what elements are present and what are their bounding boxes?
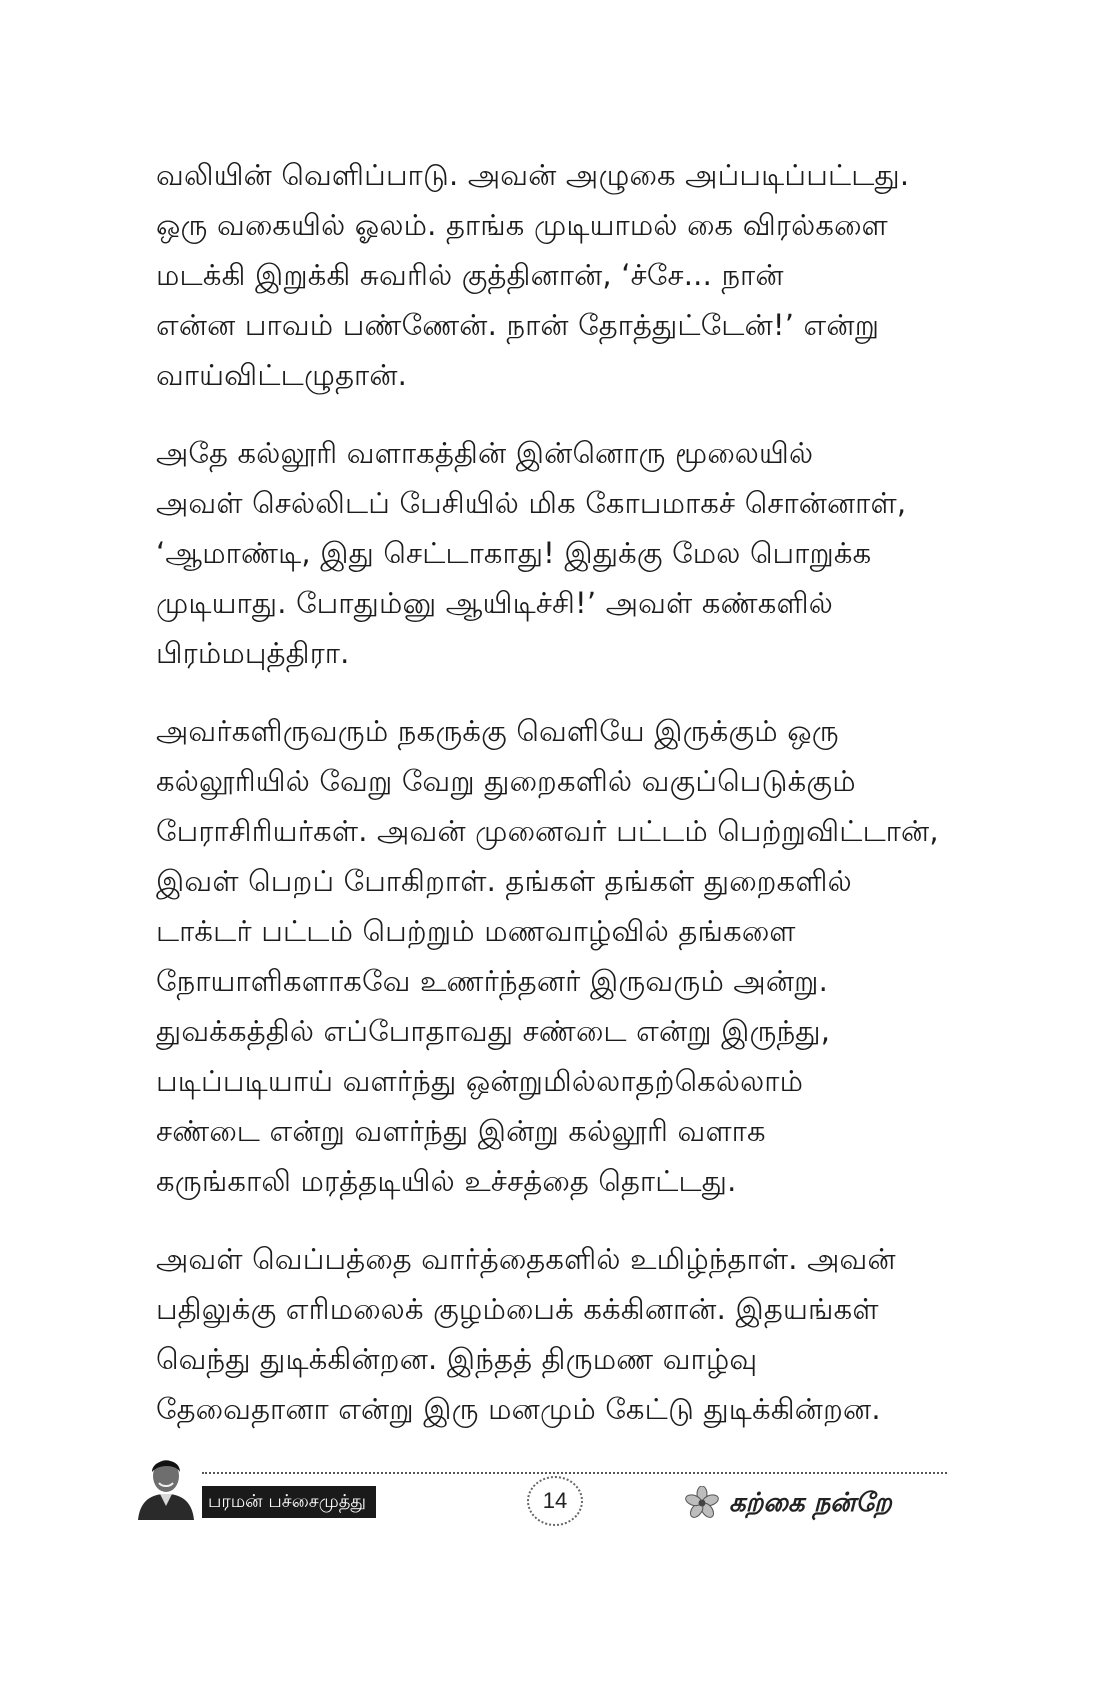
text-line: இவள் பெறப் போகிறாள். தங்கள் தங்கள் துறைகளில்	[156, 864, 852, 898]
text-line: கல்லூரியில் வேறு வேறு துறைகளில் வகுப்பெடுக்கும்	[156, 764, 856, 798]
text-line: படிப்படியாய் வளர்ந்து ஒன்றுமில்லாதற்கெல்லாம்	[156, 1064, 804, 1098]
book-title: கற்கை நன்றே	[729, 1488, 892, 1518]
text-line: ஒரு வகையில் ஓலம். தாங்க முடியாமல் கை விரல்களை	[156, 208, 888, 242]
text-line: சண்டை என்று வளர்ந்து இன்று கல்லூரி வளாக	[156, 1114, 766, 1148]
text-line: வெந்து துடிக்கின்றன. இந்தத் திருமண வாழ்வு	[156, 1342, 758, 1376]
author-portrait-icon	[130, 1448, 202, 1520]
author-name: பரமன் பச்சைமுத்து	[202, 1486, 376, 1518]
text-line: அவள் வெப்பத்தை வார்த்தைகளில் உமிழ்ந்தாள். அவன்	[156, 1242, 896, 1276]
text-line: பதிலுக்கு எரிமலைக் குழம்பைக் கக்கினான். இதயங்கள்	[156, 1292, 879, 1326]
page-footer	[130, 1448, 950, 1528]
paragraph-1	[156, 150, 956, 400]
text-line: வலியின் வெளிப்பாடு. அவன் அழுகை அப்படிப்பட்டது.	[156, 158, 910, 192]
text-line: என்ன பாவம் பண்ணேன். நான் தோத்துட்டேன்!’ என்று	[156, 308, 880, 342]
paragraph-3	[156, 706, 956, 1206]
text-line: அவள் செல்லிடப் பேசியில் மிக கோபமாகச் சொன்னாள்,	[156, 486, 907, 520]
text-line: தேவைதானா என்று இரு மனமும் கேட்டு துடிக்கின்றன.	[156, 1392, 881, 1426]
paragraph-2	[156, 428, 956, 678]
page-number: 14	[527, 1476, 583, 1526]
text-line: அவர்களிருவரும் நகருக்கு வெளியே இருக்கும் ஒரு	[156, 714, 839, 748]
text-line: டாக்டர் பட்டம் பெற்றும் மணவாழ்வில் தங்களை	[156, 914, 796, 948]
author-photo	[130, 1448, 202, 1520]
text-line: அதே கல்லூரி வளாகத்தின் இன்னொரு மூலையில்	[156, 436, 814, 470]
footer-divider	[202, 1472, 947, 1474]
text-line: துவக்கத்தில் எப்போதாவது சண்டை என்று இருந்து,	[156, 1014, 831, 1048]
paragraph-4	[156, 1234, 956, 1434]
text-line: முடியாது. போதும்னு ஆயிடிச்சி!’ அவள் கண்களில்	[156, 586, 834, 620]
text-line: வாய்விட்டழுதான்.	[156, 358, 408, 392]
text-line: நோயாளிகளாகவே உணர்ந்தனர் இருவரும் அன்று.	[156, 964, 829, 998]
text-line: மடக்கி இறுக்கி சுவரில் குத்தினான், ‘ச்சே... நான்	[156, 258, 784, 292]
text-line: ‘ஆமாண்டி, இது செட்டாகாது! இதுக்கு மேல பொறுக்க	[156, 536, 872, 570]
flower-icon	[685, 1486, 719, 1520]
page-body	[156, 150, 956, 1462]
text-line: பேராசிரியர்கள். அவன் முனைவர் பட்டம் பெற்றுவிட்டான்,	[156, 814, 939, 848]
text-line: கருங்காலி மரத்தடியில் உச்சத்தை தொட்டது.	[156, 1164, 737, 1198]
text-line: பிரம்மபுத்திரா.	[156, 636, 350, 670]
